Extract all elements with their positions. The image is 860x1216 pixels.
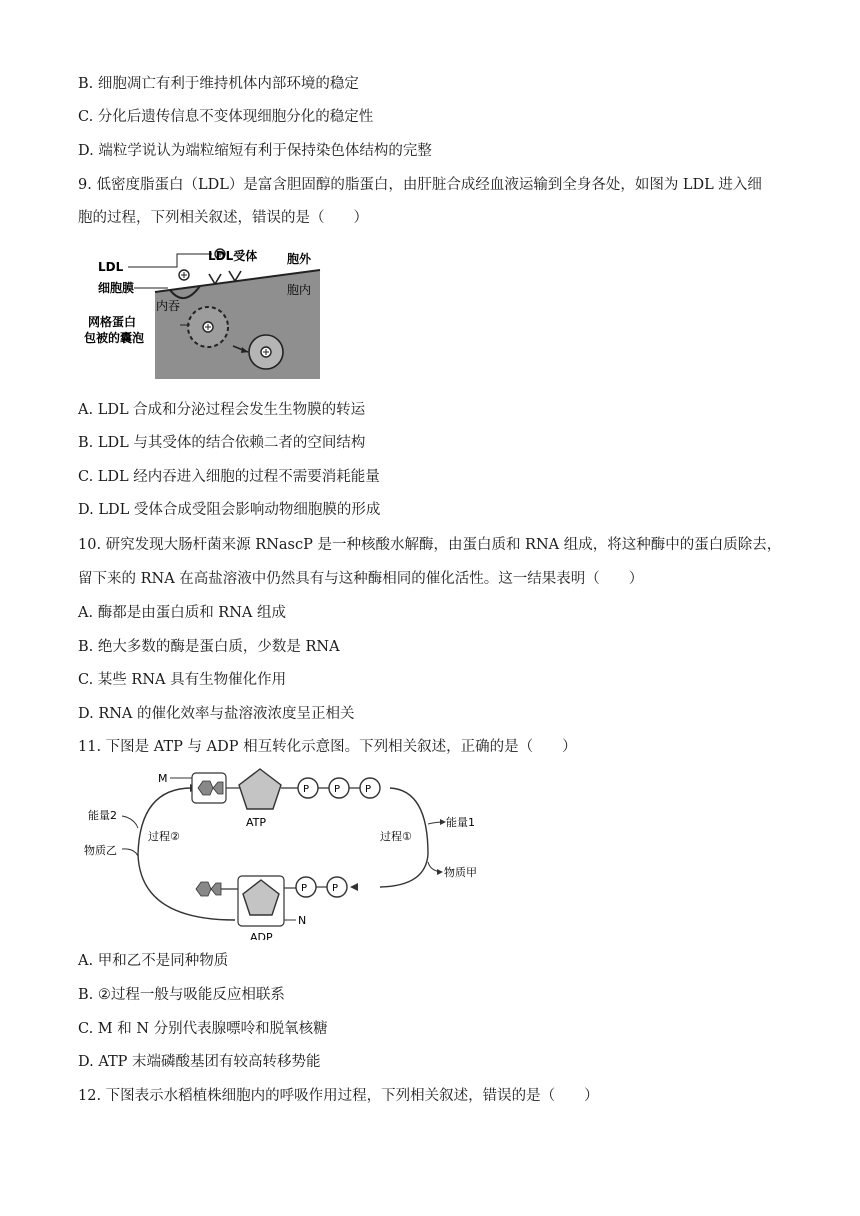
q9-option-b: B. LDL 与其受体的结合依赖二者的空间结构 <box>78 435 366 451</box>
label-energy1: 能量1 <box>446 816 475 829</box>
label-endocytosis: 内吞 <box>156 299 181 313</box>
q11-option-a: A. 甲和乙不是同种物质 <box>78 953 229 969</box>
svg-text:P: P <box>365 784 372 795</box>
adenine-adp <box>196 882 221 896</box>
q10-option-d: D. RNA 的催化效率与盐溶液浓度呈正相关 <box>78 706 355 722</box>
q11-option-d: D. ATP 末端磷酸基团有较高转移势能 <box>78 1054 321 1070</box>
q11-stem: 11. 下图是 ATP 与 ADP 相互转化示意图。下列相关叙述，正确的是（ ） <box>78 739 577 755</box>
label-ldl: LDL <box>98 260 124 274</box>
label-atp: ATP <box>246 816 267 829</box>
label-energy2: 能量2 <box>88 809 117 822</box>
q10-option-c: C. 某些 RNA 具有生物催化作用 <box>78 672 287 688</box>
label-inside: 胞内 <box>287 283 312 297</box>
q9-option-d: D. LDL 受体合成受阻会影响动物细胞膜的形成 <box>78 502 381 518</box>
q11-option-b: B. ②过程一般与吸能反应相联系 <box>78 987 285 1003</box>
label-substance-a: 物质甲 <box>444 866 477 879</box>
q10-option-a: A. 酶都是由蛋白质和 RNA 组成 <box>78 605 286 621</box>
label-receptor: LDL受体 <box>208 249 258 263</box>
q10-option-b: B. 绝大多数的酶是蛋白质，少数是 RNA <box>78 639 340 655</box>
label-process1: 过程① <box>380 830 412 843</box>
q9-option-a: A. LDL 合成和分泌过程会发生生物膜的转运 <box>78 402 366 418</box>
q9-stem-line2: 胞的过程，下列相关叙述，错误的是（ ） <box>78 210 368 226</box>
q8-option-b: B. 细胞凋亡有利于维持机体内部环境的稳定 <box>78 76 359 92</box>
atp-adp-figure <box>80 766 500 940</box>
label-vesicle-line2: 包被的囊泡 <box>84 331 145 345</box>
ldl-endocytosis-figure <box>80 242 330 382</box>
label-m: M <box>158 772 168 785</box>
label-vesicle-line1: 网格蛋白 <box>88 315 137 329</box>
q11-option-c: C. M 和 N 分别代表腺嘌呤和脱氧核糖 <box>78 1021 328 1037</box>
q8-option-c: C. 分化后遗传信息不变体现细胞分化的稳定性 <box>78 109 374 125</box>
svg-text:P: P <box>303 784 310 795</box>
q12-stem: 12. 下图表示水稻植株细胞内的呼吸作用过程，下列相关叙述，错误的是（ ） <box>78 1088 599 1104</box>
q10-stem-line1: 10. 研究发现大肠杆菌来源 RNascP 是一种核酸水解酶，由蛋白质和 RNA 组成，将这种酶中的蛋白质除去， <box>78 537 782 553</box>
svg-text:P: P <box>334 784 341 795</box>
svg-text:P: P <box>301 883 308 894</box>
label-membrane: 细胞膜 <box>98 281 135 295</box>
label-adp: ADP <box>250 931 273 940</box>
q10-stem-line2: 留下来的 RNA 在高盐溶液中仍然具有与这种酶相同的催化活性。这一结果表明（ ） <box>78 571 644 587</box>
q8-option-d: D. 端粒学说认为端粒缩短有利于保持染色体结构的完整 <box>78 143 432 159</box>
label-process2: 过程② <box>148 830 180 843</box>
left-arc <box>138 788 235 920</box>
svg-text:P: P <box>332 883 339 894</box>
q9-stem-line1: 9. 低密度脂蛋白（LDL）是富含胆固醇的脂蛋白，由肝脏合成经血液运输到全身各处，如图为 LDL 进入细 <box>78 177 762 193</box>
q9-option-c: C. LDL 经内吞进入细胞的过程不需要消耗能量 <box>78 469 380 485</box>
label-n: N <box>298 914 307 927</box>
label-substance-b: 物质乙 <box>84 844 117 857</box>
ribose-atp <box>239 769 281 809</box>
label-outside: 胞外 <box>287 252 312 266</box>
